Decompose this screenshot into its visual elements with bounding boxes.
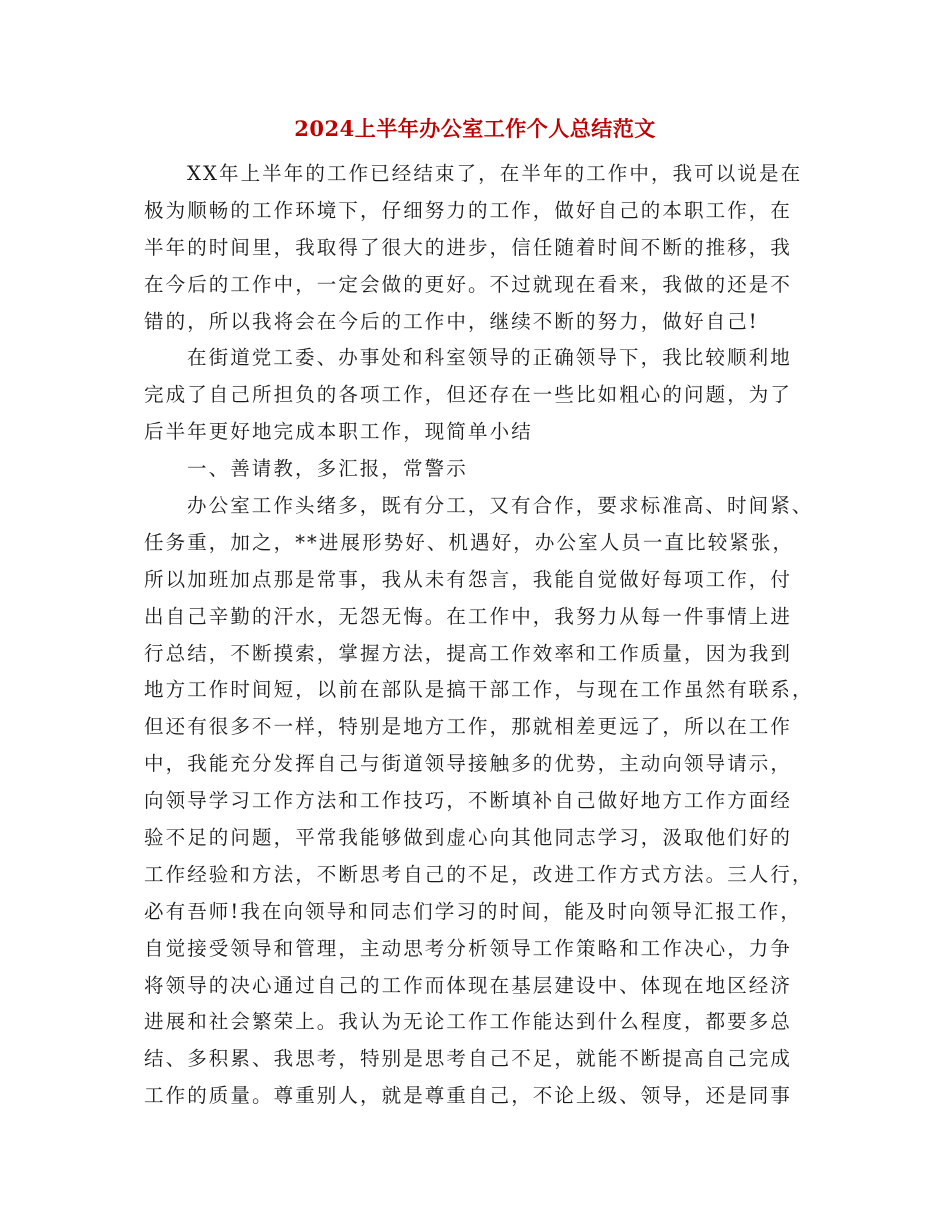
body-line: 任务重，加之，**进展形势好、机遇好，办公室人员一直比较紧张， — [144, 530, 795, 554]
body-line: 但还有很多不一样，特别是地方工作，那就相差更远了，所以在工作 — [144, 715, 793, 739]
body-line: 必有吾师!我在向领导和同志们学习的时间，能及时向领导汇报工作， — [144, 899, 802, 923]
body-line: 错的，所以我将会在今后的工作中，继续不断的努力，做好自己! — [144, 309, 759, 333]
body-line: XX年上半年的工作已经结束了，在半年的工作中，我可以说是在 — [187, 162, 803, 185]
document-title: 2024上半年办公室工作个人总结范文 — [294, 116, 656, 141]
body-line: 完成了自己所担负的各项工作，但还存在一些比如粗心的问题，为了 — [144, 383, 793, 407]
body-line: 办公室工作头绪多，既有分工，又有合作，要求标准高、时间紧、 — [187, 494, 814, 518]
body-line: 验不足的问题，平常我能够做到虚心向其他同志学习，汲取他们好的 — [144, 826, 793, 850]
body-line: 出自己辛勤的汗水，无怨无悔。在工作中，我努力从每一件事情上进 — [144, 604, 793, 628]
body-line: 将领导的决心通过自己的工作而体现在基层建设中、体现在地区经济 — [144, 973, 793, 997]
section-heading: 一、善请教，多汇报，常警示 — [187, 457, 468, 481]
document-body — [144, 156, 814, 1115]
body-line: 自觉接受领导和管理，主动思考分析领导工作策略和工作决心，力争 — [144, 936, 793, 960]
body-line: 结、多积累、我思考，特别是思考自己不足，就能不断提高自己完成 — [144, 1047, 793, 1071]
body-line: 向领导学习工作方法和工作技巧，不断填补自己做好地方工作方面经 — [144, 789, 793, 813]
body-line: 极为顺畅的工作环境下，仔细努力的工作，做好自己的本职工作，在 — [144, 198, 793, 222]
body-line: 在今后的工作中，一定会做的更好。不过就现在看来，我做的还是不 — [144, 272, 793, 296]
body-line: 行总结，不断摸索，掌握方法，提高工作效率和工作质量，因为我到 — [144, 641, 793, 665]
body-line: 在街道党工委、办事处和科室领导的正确领导下，我比较顺利地 — [187, 346, 792, 370]
body-line: 地方工作时间短，以前在部队是搞干部工作，与现在工作虽然有联系， — [144, 678, 814, 702]
body-line: 工作的质量。尊重别人，就是尊重自己，不论上级、领导，还是同事 — [144, 1084, 793, 1108]
body-line: 工作经验和方法，不断思考自己的不足，改进工作方式方法。三人行， — [144, 862, 814, 886]
body-line: 进展和社会繁荣上。我认为无论工作工作能达到什么程度，都要多总 — [144, 1010, 793, 1034]
body-line: 半年的时间里，我取得了很大的进步，信任随着时间不断的推移，我 — [144, 235, 793, 259]
body-line: 所以加班加点那是常事，我从未有怨言，我能自觉做好每项工作，付 — [144, 567, 793, 591]
body-line: 后半年更好地完成本职工作，现简单小结 — [144, 420, 533, 444]
body-line: 中，我能充分发挥自己与街道领导接触多的优势，主动向领导请示， — [144, 752, 793, 776]
